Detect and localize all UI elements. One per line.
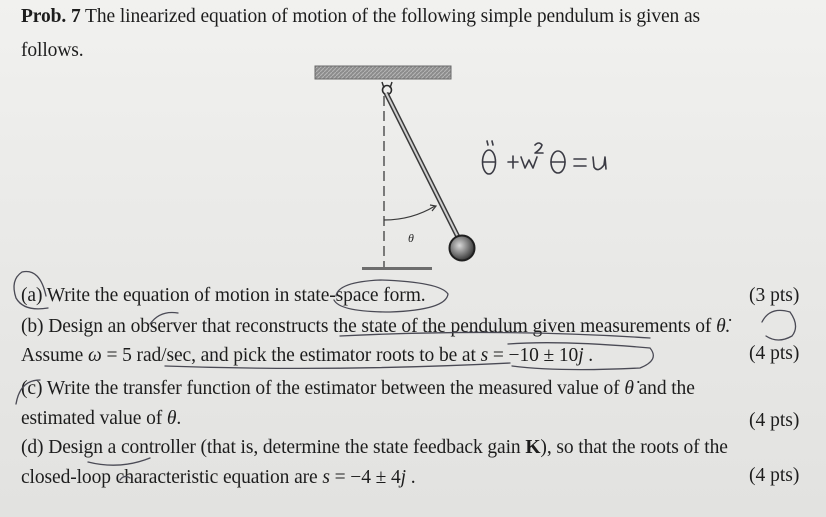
intro-text: The linearized equation of motion of the following simple pendulum is given as: [80, 6, 701, 27]
part-b-line-2: [21, 345, 593, 367]
part-c-theta-dot: θ̇: [624, 378, 634, 399]
part-a-points: (3 pts): [749, 285, 800, 306]
part-b-roots: = −10 ± 10: [488, 345, 579, 366]
angle-arc: [384, 206, 435, 220]
part-c-line-2: [21, 408, 181, 430]
part-d-roots: = −4 ± 4: [329, 467, 401, 488]
part-b-points: (4 pts): [749, 343, 800, 364]
part-c-points: (4 pts): [749, 410, 800, 431]
angle-label: θ: [408, 231, 414, 245]
handwritten-equation-drawing: [478, 135, 648, 185]
problem-intro-line-1: [21, 6, 700, 28]
part-b-end: .: [583, 345, 594, 366]
part-d-end: .: [405, 467, 416, 488]
part-d-gain-k: K: [525, 437, 541, 458]
part-c-end: .: [176, 408, 182, 429]
part-d-text-1: (d) Design a controller (that is, determine the state feedback gain: [21, 437, 526, 458]
part-c-text-1: (c) Write the transfer function of the estimator between the measured value of: [21, 378, 620, 399]
part-b-s: s: [480, 345, 489, 366]
part-b-omega: ω: [88, 345, 102, 366]
part-d-s: s: [322, 467, 330, 488]
part-c-text-2: estimated value of: [21, 408, 167, 429]
part-d-suffix: ), so that the roots of the: [540, 437, 728, 458]
problem-intro-line-2: follows.: [21, 40, 84, 61]
ground-line: [362, 267, 432, 270]
part-d-text-2: closed-loop characteristic equation are: [21, 467, 323, 488]
handwritten-equation: [478, 135, 648, 185]
problem-number: Prob. 7: [21, 6, 81, 27]
part-b-line-1: [21, 316, 730, 338]
part-b-text-1: (b) Design an observer that reconstructs the state of the pendulum given measurements of: [21, 316, 712, 337]
part-c-line-1: [21, 378, 695, 400]
part-c-theta: θ: [166, 408, 177, 429]
part-d-points: (4 pts): [749, 465, 800, 486]
part-d-j: j: [400, 467, 406, 488]
pendulum-bob: [450, 236, 475, 261]
part-b-assume: Assume: [21, 345, 89, 366]
ceiling-support: [315, 66, 451, 79]
part-c-suffix: and the: [638, 378, 695, 399]
part-b-j: j: [578, 345, 584, 366]
part-a-text: (a) Write the equation of motion in state-space form.: [21, 285, 426, 306]
part-b-theta-dot: θ̇.: [716, 316, 731, 337]
annotation-underline-d: [88, 458, 150, 465]
part-d-line-2: [21, 467, 416, 489]
annotation-circle-theta: [762, 310, 796, 340]
part-d-line-1: [21, 437, 728, 459]
part-b-mid: = 5 rad/sec, and pick the estimator roots to be at: [101, 345, 481, 366]
pendulum-figure: [300, 60, 500, 280]
